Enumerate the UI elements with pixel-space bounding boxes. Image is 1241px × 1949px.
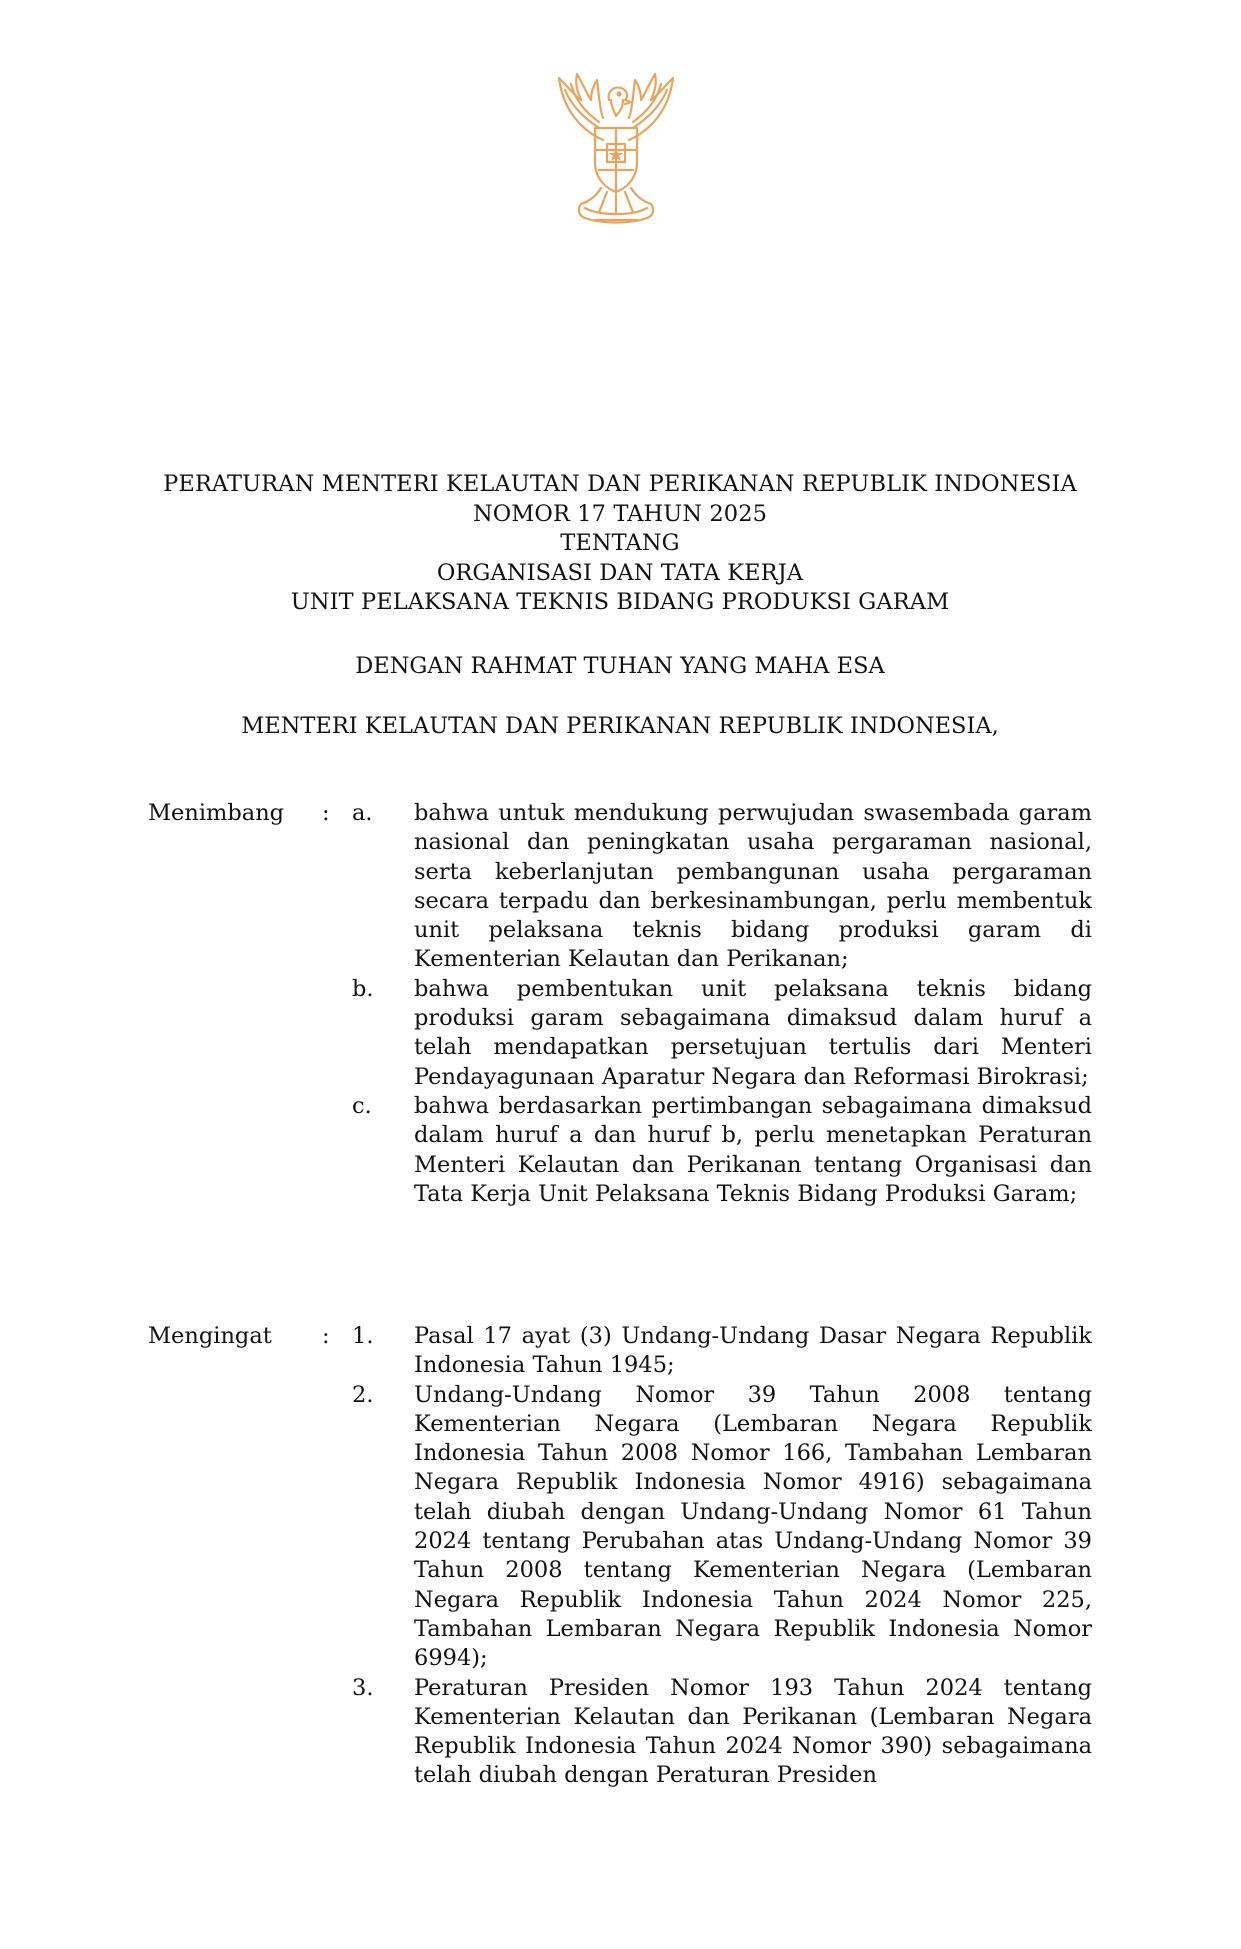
item-marker: c. (352, 1092, 372, 1119)
item-text: Undang-Undang Nomor 39 Tahun 2008 tentang Kementerian Negara (Lembaran Negara Republik Indonesia Tahun 2008 Nomor 166, Tambahan Lembaran Negara Republik Indonesia Nomor 4916) sebagaimana telah diubah dengan Undang-Undang Nomor 61 Tahun 2024 tentang Perubahan atas Undang-Undang Nomor 39 Tahun 2008 tentang Kementerian Negara (Lembaran Negara Republik Indonesia Tahun 2024 Nomor 225, Tambahan Lembaran Negara Republik Indonesia Nomor 6994); (414, 1381, 1092, 1672)
menimbang-label: Menimbang (148, 800, 285, 826)
menimbang-colon: : (322, 800, 330, 826)
mengingat-item-3 (148, 1674, 1092, 1791)
menimbang-item-c (148, 1092, 1092, 1209)
item-marker: 2. (352, 1381, 374, 1408)
item-marker: 1. (352, 1323, 374, 1349)
item-marker: a. (352, 800, 373, 826)
invocation: DENGAN RAHMAT TUHAN YANG MAHA ESA (355, 653, 885, 679)
item-marker: b. (352, 975, 374, 1002)
item-text: Peraturan Presiden Nomor 193 Tahun 2024 tentang Kementerian Kelautan dan Perikanan (Lembaran Negara Republik Indonesia Tahun 2024 Nomor 390) sebagaimana telah diubah dengan Peraturan Presiden (414, 1674, 1092, 1789)
mengingat-colon: : (322, 1323, 330, 1349)
item-text: Pasal 17 ayat (3) Undang-Undang Dasar Negara Republik Indonesia Tahun 1945; (414, 1323, 1092, 1379)
title-line-subject-2: UNIT PELAKSANA TEKNIS BIDANG PRODUKSI GARAM (290, 589, 950, 615)
item-text: bahwa untuk mendukung perwujudan swasembada garam nasional dan peningkatan usaha pergaraman nasional, serta keberlanjutan pembangunan usaha pergaraman secara terpadu dan berkesinambungan, perlu membentuk unit pelaksana teknis bidang produksi garam di Kementerian Kelautan dan Perikanan; (414, 800, 1092, 973)
garuda-pancasila-emblem-icon (541, 70, 691, 230)
issuer-line: MENTERI KELAUTAN DAN PERIKANAN REPUBLIK INDONESIA, (241, 713, 999, 739)
item-marker: 3. (352, 1674, 374, 1701)
menimbang-section (148, 799, 1092, 1209)
mengingat-section (148, 1322, 1092, 1791)
menimbang-item-a (148, 799, 1092, 975)
mengingat-item-2 (148, 1381, 1092, 1674)
title-line-subject-1: ORGANISASI DAN TATA KERJA (436, 559, 804, 586)
mengingat-item-1 (148, 1322, 1092, 1381)
title-line-number: NOMOR 17 TAHUN 2025 (472, 500, 768, 527)
menimbang-item-b (148, 975, 1092, 1092)
title-line-regulation: PERATURAN MENTERI KELAUTAN DAN PERIKANAN REPUBLIK INDONESIA (163, 471, 1077, 497)
regulation-title (100, 470, 1140, 618)
item-text: bahwa pembentukan unit pelaksana teknis bidang produksi garam sebagaimana dimaksud dalam huruf a telah mendapatkan persetujuan tertulis dari Menteri Pendayagunaan Aparatur Negara dan Reformasi Birokrasi; (414, 975, 1092, 1090)
title-line-about: TENTANG (560, 530, 680, 556)
item-text: bahwa berdasarkan pertimbangan sebagaimana dimaksud dalam huruf a dan huruf b, perlu menetapkan Peraturan Menteri Kelautan dan Perikanan tentang Organisasi dan Tata Kerja Unit Pelaksana Teknis Bidang Produksi Garam; (414, 1092, 1092, 1207)
mengingat-label: Mengingat (148, 1323, 272, 1349)
